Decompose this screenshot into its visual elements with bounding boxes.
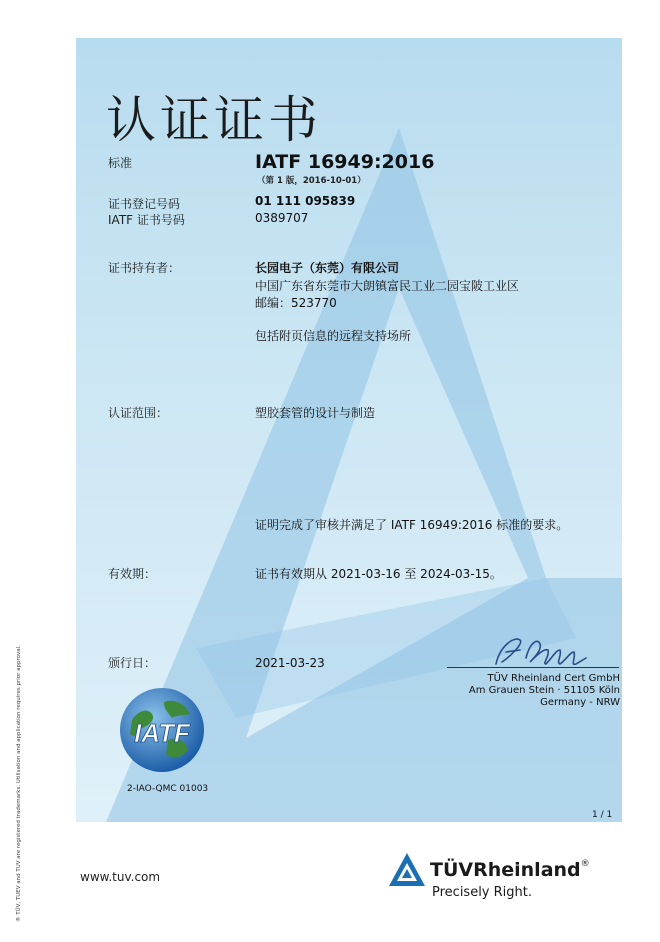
tuv-brand-name (430, 859, 590, 881)
compliance-statement: 证明完成了审核并满足了 IATF 16949:2016 标准的要求。 (255, 518, 569, 532)
iatf-number-label: IATF 证书号码 (108, 213, 185, 227)
validity-value: 证书有效期从 2021-03-16 至 2024-03-15。 (255, 567, 502, 581)
tuv-brand-text: TÜVRheinland (430, 859, 581, 881)
issuer-name: TÜV Rheinland Cert GmbH (487, 673, 620, 684)
holder-postcode: 邮编：523770 (255, 296, 337, 310)
standard-label: 标准 (108, 156, 133, 170)
registration-value: 01 111 095839 (255, 194, 356, 208)
registration-label: 证书登记号码 (108, 197, 181, 211)
signature-icon (486, 628, 598, 676)
website-link[interactable]: www.tuv.com (80, 870, 161, 884)
scope-value: 塑胶套管的设计与制造 (255, 406, 376, 420)
holder-label: 证书持有者： (108, 261, 181, 275)
issuer-country: Germany - NRW (540, 697, 620, 708)
issue-date-value: 2021-03-23 (255, 656, 325, 670)
svg-text:IATF: IATF (134, 718, 190, 748)
page-title: 认证证书 (106, 91, 322, 149)
standard-edition: （第 1 版，2016-10-01） (257, 176, 366, 186)
tuv-triangle-icon (388, 852, 426, 888)
standard-value: IATF 16949:2016 (255, 151, 435, 173)
page-number: 1 / 1 (592, 810, 613, 820)
registered-mark: ® (580, 859, 590, 869)
holder-name: 长园电子（东莞）有限公司 (255, 261, 400, 275)
signature-line (447, 667, 619, 668)
remote-sites-note: 包括附页信息的远程支持场所 (255, 329, 412, 343)
holder-address: 中国广东省东莞市大朗镇富民工业二园宝陂工业区 (255, 279, 520, 293)
scope-label: 认证范围： (108, 406, 169, 420)
issue-date-label: 颁行日： (108, 656, 157, 670)
iatf-office-code: 2-IAO-QMC 01003 (127, 784, 209, 794)
iatf-logo-icon (112, 680, 212, 780)
tuv-slogan: Precisely Right. (432, 885, 533, 900)
iatf-number-value: 0389707 (255, 211, 309, 225)
validity-label: 有效期： (108, 567, 157, 581)
issuer-address: Am Grauen Stein · 51105 Köln (468, 685, 620, 696)
trademark-note: ® TÜV, TUEV and TUV are registered trademarks. Utilisation and application requires prior approval. (16, 645, 22, 922)
